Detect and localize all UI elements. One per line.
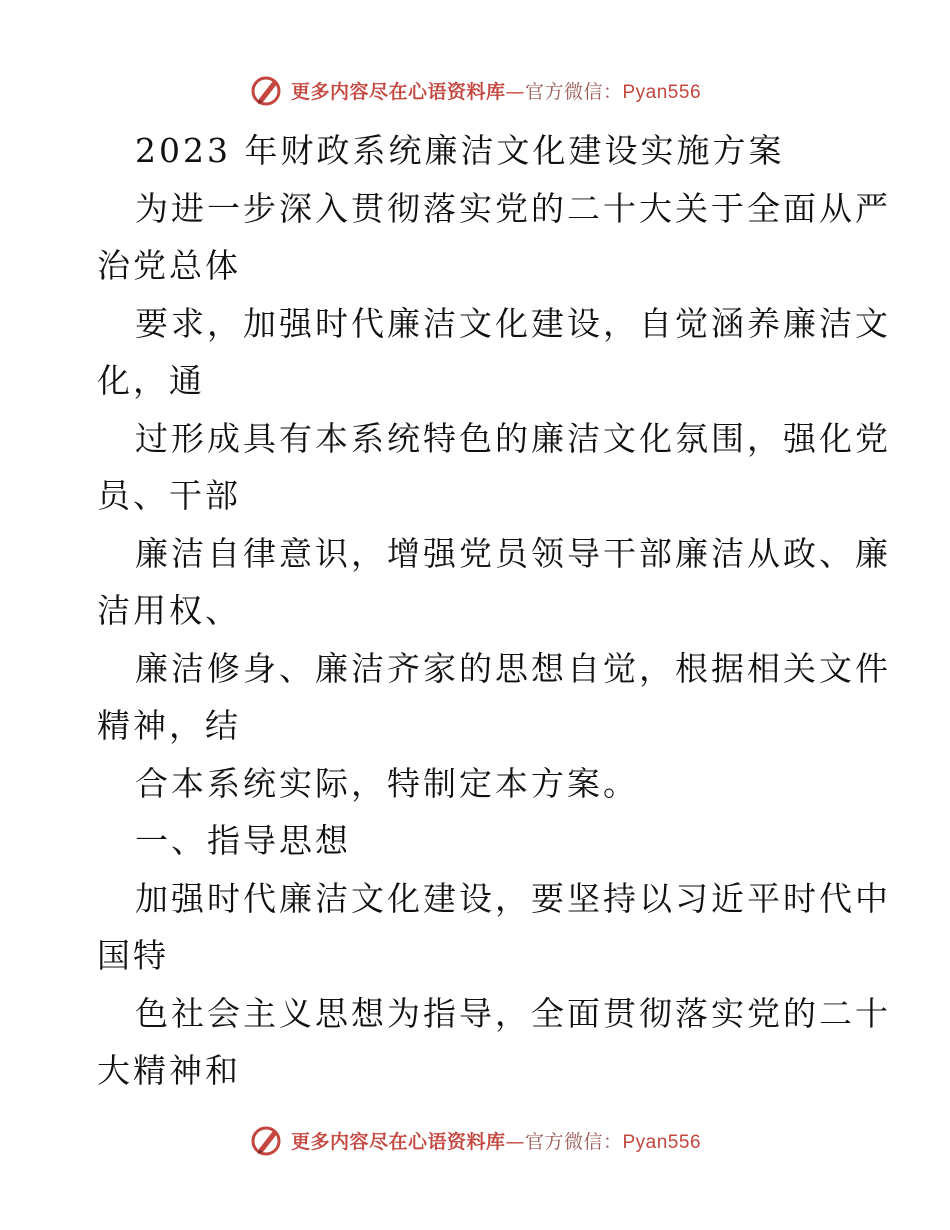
- paragraph-line: 国特: [97, 936, 169, 975]
- watermark-text: [291, 1127, 701, 1154]
- pen-logo-icon: [249, 1123, 283, 1157]
- paragraph-line: 加强时代廉洁文化建设，要坚持以习近平时代中: [135, 878, 891, 918]
- paragraph-line: 合本系统实际，特制定本方案。: [135, 763, 639, 803]
- paragraph-line: 廉洁修身、廉洁齐家的思想自觉，根据相关文件: [135, 648, 891, 688]
- section-heading: 一、指导思想: [135, 821, 351, 860]
- paragraph-line: 色社会主义思想为指导，全面贯彻落实党的二十: [135, 993, 891, 1033]
- paragraph-line: 廉洁自律意识，增强党员领导干部廉洁从政、廉: [135, 533, 891, 573]
- paragraph-line: 过形成具有本系统特色的廉洁文化氛围，强化党: [135, 418, 891, 458]
- paragraph-line: 化，通: [97, 361, 205, 400]
- paragraph-line: 为进一步深入贯彻落实党的二十大关于全面从严: [135, 188, 891, 228]
- paragraph-line: 员、干部: [97, 476, 241, 515]
- pen-logo-icon: [249, 73, 283, 107]
- watermark-separator: —: [505, 80, 525, 103]
- watermark-separator: —: [505, 1130, 525, 1153]
- paragraph-line: 治党总体: [97, 246, 241, 285]
- watermark-label: 官方微信：: [524, 80, 623, 103]
- footer-watermark-banner: [0, 1120, 950, 1160]
- document-title: 2023 年财政系统廉洁文化建设实施方案: [135, 131, 785, 170]
- watermark-main: 更多内容尽在心语资料库: [290, 1130, 506, 1153]
- watermark-text: [291, 77, 701, 104]
- paragraph-line: 洁用权、: [97, 591, 241, 630]
- watermark-id: Pyan556: [622, 1131, 702, 1153]
- paragraph-line: 要求，加强时代廉洁文化建设，自觉涵养廉洁文: [135, 303, 891, 343]
- watermark-id: Pyan556: [622, 81, 702, 103]
- paragraph-line: 精神，结: [97, 706, 241, 745]
- watermark-label: 官方微信：: [524, 1130, 623, 1153]
- header-watermark-banner: [0, 70, 950, 110]
- paragraph-line: 大精神和: [97, 1051, 241, 1090]
- document-body: [97, 122, 891, 1100]
- watermark-main: 更多内容尽在心语资料库: [290, 80, 506, 103]
